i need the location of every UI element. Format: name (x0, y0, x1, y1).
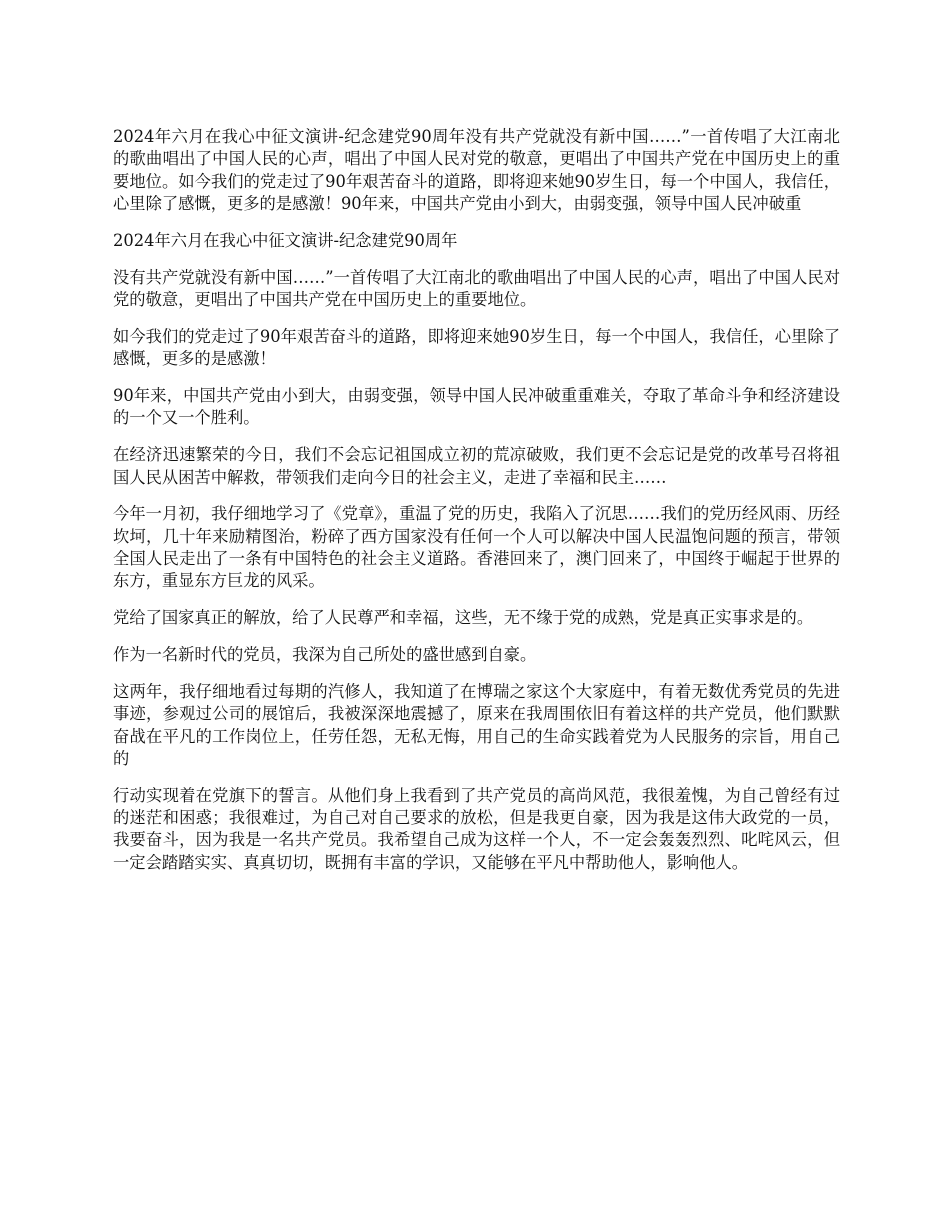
paragraph: 在经济迅速繁荣的今日，我们不会忘记祖国成立初的荒凉破败，我们更不会忘记是党的改革号召将祖国人民从困苦中解救，带领我们走向今日的社会主义，走进了幸福和民主…… (113, 445, 840, 487)
paragraph-intro: 2024年六月在我心中征文演讲-纪念建党90周年没有共产党就没有新中国……”一首传唱了大江南北的歌曲唱出了中国人民的心声，唱出了中国人民对党的敬意，更唱出了中国共产党在中国历史上的重要地位。如今我们的党走过了90年艰苦奋斗的道路，即将迎来她90岁生日，每一个中国人，我信任，心里除了感慨，更多的是感激！90年来，中国共产党由小到大，由弱变强，领导中国人民冲破重 (113, 127, 840, 213)
paragraph: 如今我们的党走过了90年艰苦奋斗的道路，即将迎来她90岁生日，每一个中国人，我信任，心里除了感慨，更多的是感激！ (113, 326, 840, 369)
paragraph: 这两年，我仔细地看过每期的汽修人，我知道了在博瑞之家这个大家庭中，有着无数优秀党员的先进事迹，参观过公司的展馆后，我被深深地震撼了，原来在我周围依旧有着这样的共产党员，他们默默奋战在平凡的工作岗位上，任劳任怨，无私无悔，用自己的生命实践着党为人民服务的宗旨，用自己的 (113, 681, 840, 768)
paragraph: 作为一名新时代的党员，我深为自己所处的盛世感到自豪。 (113, 645, 537, 665)
paragraph: 90年来，中国共产党由小到大，由弱变强，领导中国人民冲破重重难关，夺取了革命斗争和经济建设的一个又一个胜利。 (113, 386, 840, 428)
paragraph: 党给了国家真正的解放，给了人民尊严和幸福，这些，无不缘于党的成熟，党是真正实事求是的。 (113, 608, 814, 628)
paragraph-title: 2024年六月在我心中征文演讲-纪念建党90周年 (113, 230, 458, 250)
paragraph: 今年一月初，我仔细地学习了《党章》，重温了党的历史，我陷入了沉思……我们的党历经风雨、历经坎坷，几十年来励精图治，粉碎了西方国家没有任何一个人可以解决中国人民温饱问题的预言，带领全国人民走出了一条有中国特色的社会主义道路。香港回来了，澳门回来了，中国终于崛起于世界的东方，重显东方巨龙的风采。 (113, 504, 840, 591)
document-body (113, 126, 840, 889)
paragraph: 没有共产党就没有新中国……”一首传唱了大江南北的歌曲唱出了中国人民的心声，唱出了中国人民对党的敬意，更唱出了中国共产党在中国历史上的重要地位。 (113, 267, 840, 309)
paragraph: 行动实现着在党旗下的誓言。从他们身上我看到了共产党员的高尚风范，我很羞愧，为自己曾经有过的迷茫和困惑；我很难过，为自己对自己要求的放松，但是我更自豪，因为我是这伟大政党的一员，我要奋斗，因为我是一名共产党员。我希望自己成为这样一个人，不一定会轰轰烈烈、叱咤风云，但一定会踏踏实实、真真切切，既拥有丰富的学识，又能够在平凡中帮助他人，影响他人。 (113, 785, 840, 872)
